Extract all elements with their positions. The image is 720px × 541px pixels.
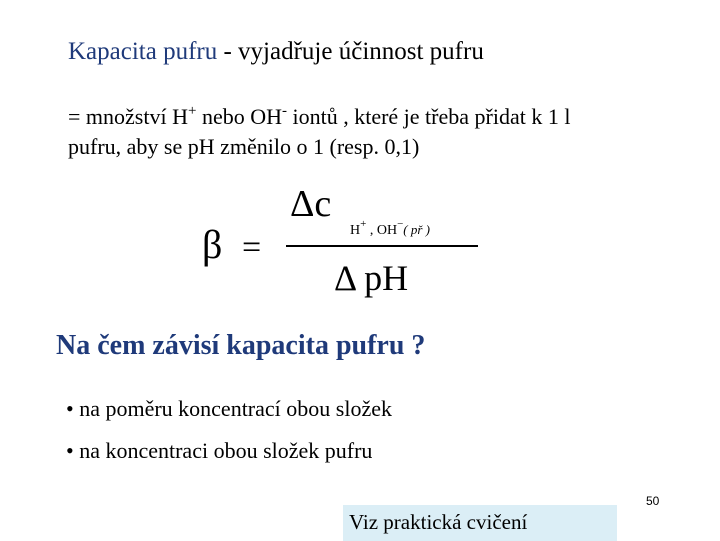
practical-note-box bbox=[343, 505, 617, 541]
definition-part-1: = množství H bbox=[68, 104, 188, 129]
slide-number: 50 bbox=[646, 494, 660, 508]
definition-line-1 bbox=[68, 104, 570, 130]
formula-numerator: Δc bbox=[290, 183, 332, 225]
subscript-paren: ( př ) bbox=[403, 222, 431, 237]
h-plus-charge: + bbox=[187, 103, 197, 119]
title-keyword: Kapacita pufru bbox=[68, 38, 218, 65]
definition-part-2: nebo OH bbox=[196, 104, 282, 129]
subscript-h: H bbox=[350, 223, 361, 238]
subscript-oh: OH bbox=[376, 223, 398, 238]
buffer-capacity-formula bbox=[200, 178, 490, 298]
formula-subscript bbox=[350, 218, 430, 238]
formula-denominator: Δ pH bbox=[334, 258, 409, 298]
formula-equals: = bbox=[242, 229, 262, 266]
subscript-oh-charge: − bbox=[397, 218, 404, 230]
bullet-item: • na poměru koncentrací obou složek bbox=[66, 396, 392, 421]
title-rest: - vyjadřuje účinnost pufru bbox=[217, 38, 484, 65]
slide-title bbox=[68, 38, 484, 66]
definition-part-3: iontů , které je třeba přidat k 1 l bbox=[286, 104, 571, 129]
subscript-separator: , bbox=[366, 223, 377, 238]
oh-minus-charge: - bbox=[281, 103, 287, 119]
definition-line-2: pufru, aby se pH změnilo o 1 (resp. 0,1) bbox=[68, 134, 420, 159]
subscript-h-charge: + bbox=[360, 218, 367, 230]
formula-beta: β bbox=[202, 222, 223, 267]
practical-note-text: Viz praktická cvičení bbox=[349, 510, 528, 534]
bullet-item: • na koncentraci obou složek pufru bbox=[66, 438, 373, 463]
question-heading: Na čem závisí kapacita pufru ? bbox=[56, 330, 426, 361]
